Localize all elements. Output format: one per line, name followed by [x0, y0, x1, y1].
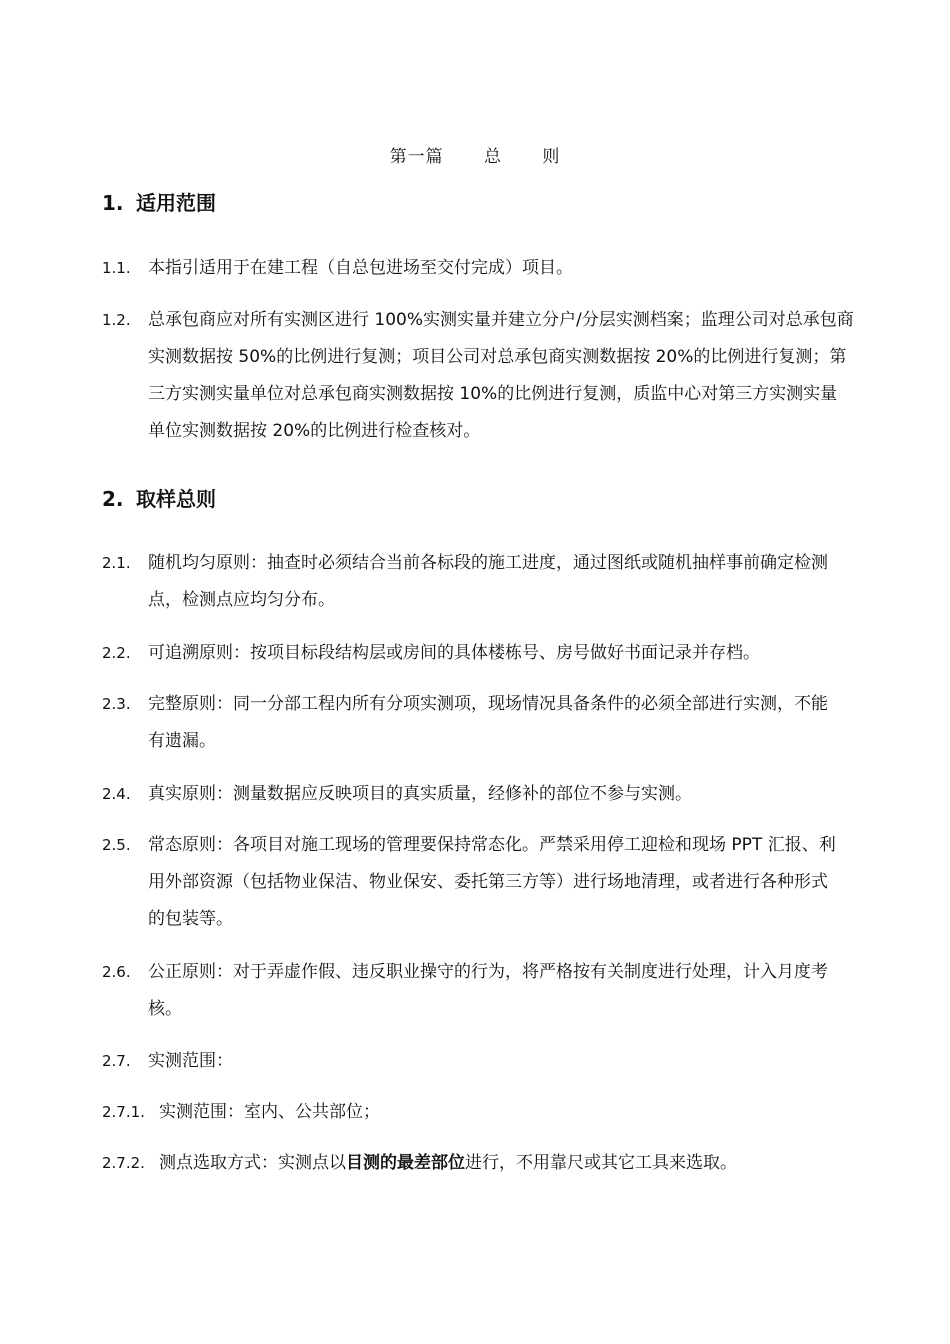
item-text: 可追溯原则：按项目标段结构层或房间的具体楼栋号、房号做好书面记录并存档。: [148, 643, 760, 663]
section-number: 1.: [102, 191, 124, 215]
list-item: [102, 302, 854, 450]
item-text: 实测范围：: [148, 1051, 233, 1071]
item-number: 2.1.: [102, 554, 131, 572]
list-item: [102, 776, 862, 813]
item-number: 1.2.: [102, 311, 131, 329]
item-text-after: 进行，不用靠尺或其它工具来选取。: [465, 1153, 737, 1173]
section-title: 适用范围: [136, 191, 216, 215]
item-text: 真实原则：测量数据应反映项目的真实质量，经修补的部位不参与实测。: [148, 784, 692, 804]
item-text: 随机均匀原则：抽查时必须结合当前各标段的施工进度，通过图纸或随机抽样事前确定检测点，检测点应均匀分布。: [148, 553, 828, 610]
item-number: 2.6.: [102, 963, 131, 981]
item-text: 常态原则：各项目对施工现场的管理要保持常态化。严禁采用停工迎检和现场 PPT 汇报、利用外部资源（包括物业保洁、物业保安、委托第三方等）进行场地清理，或者进行各种形式的包装等。: [148, 835, 836, 929]
list-item: [102, 1094, 862, 1131]
item-text: 完整原则：同一分部工程内所有分项实测项，现场情况具备条件的必须全部进行实测，不能有遗漏。: [148, 694, 828, 751]
emphasis-text: 目测的最差部位: [346, 1153, 465, 1173]
list-item: [102, 686, 842, 760]
item-number: 2.7.1.: [102, 1103, 145, 1121]
item-number: 2.7.2.: [102, 1154, 145, 1172]
list-item: [102, 545, 842, 619]
item-number: 2.3.: [102, 695, 131, 713]
item-text: 本指引适用于在建工程（自总包进场至交付完成）项目。: [148, 258, 573, 278]
item-number: 2.5.: [102, 836, 131, 854]
list-item: [102, 1145, 862, 1182]
part-title: 第一篇 总 则: [389, 147, 561, 167]
list-item: [102, 250, 862, 287]
item-text: 实测范围：室内、公共部位；: [159, 1102, 380, 1122]
list-item: [102, 827, 842, 938]
item-text-before: 测点选取方式：实测点以: [159, 1153, 346, 1173]
list-item: [102, 954, 842, 1028]
item-number: 1.1.: [102, 259, 131, 277]
section-number: 2.: [102, 487, 124, 511]
item-number: 2.7.: [102, 1052, 131, 1070]
item-text: [159, 1145, 862, 1182]
item-number: 2.4.: [102, 785, 131, 803]
section-heading: [102, 485, 216, 513]
section-heading: [102, 189, 216, 217]
section-title: 取样总则: [136, 487, 216, 511]
item-text: 总承包商应对所有实测区进行 100%实测实量并建立分户/分层实测档案；监理公司对总承包商实测数据按 50%的比例进行复测；项目公司对总承包商实测数据按 20%的比例进行复测；第三方实测实量单位对总承包商实测数据按 10%的比例进行复测，质监中心对第三方实测实量单位实测数据按 20%的比例进行检查核对。: [148, 310, 854, 441]
item-number: 2.2.: [102, 644, 131, 662]
list-item: [102, 1043, 862, 1080]
list-item: [102, 635, 862, 672]
item-text: 公正原则：对于弄虚作假、违反职业操守的行为，将严格按有关制度进行处理，计入月度考核。: [148, 962, 828, 1019]
